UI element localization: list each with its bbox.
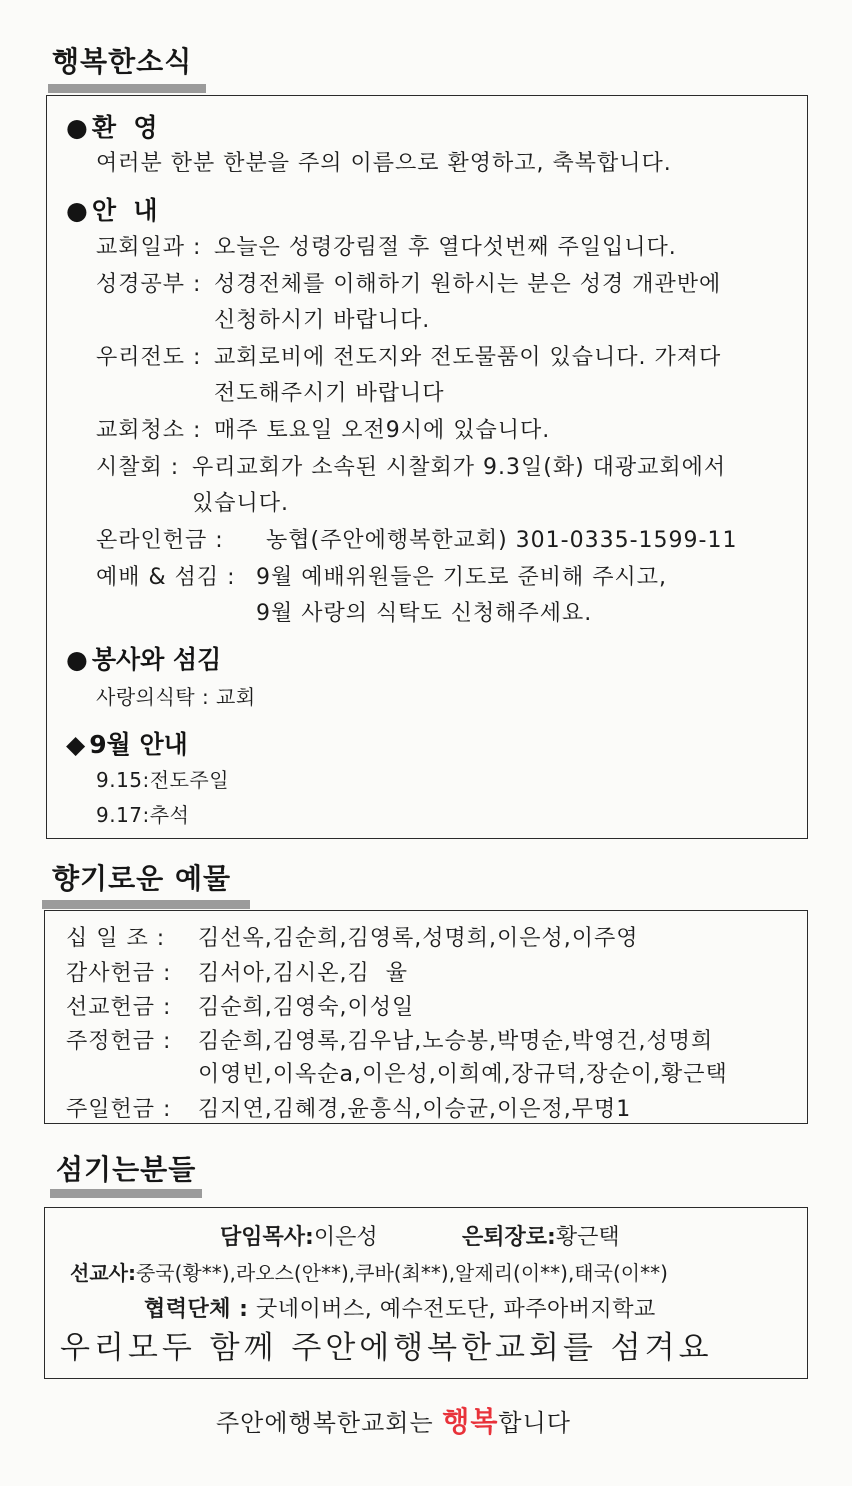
offering-label-thanks: 감사헌금 : [66, 961, 172, 986]
news-title-underline [48, 84, 206, 93]
notice-label-bible-study: 성경공부 : [96, 272, 202, 297]
notice-label-worship: 예배 & 섬김 : [96, 565, 236, 590]
servers-motto: 우리모두 함께 주안에행복한교회를 섬겨요 [60, 1330, 713, 1366]
news-section-title: 행복한소식 [52, 45, 193, 78]
september-item: 9.15:전도주일 [96, 768, 230, 792]
bullet-icon: ● [66, 645, 88, 674]
offering-names-sunday: 김지연,김혜경,윤흥식,이승균,이은정,무명1 [198, 1097, 632, 1122]
offering-names-mission: 김순희,김영숙,이성일 [198, 995, 415, 1020]
welcome-text: 여러분 한분 한분을 주의 이름으로 환영하고, 축복합니다. [96, 151, 672, 176]
service-heading: ● 봉사와 섬김 [66, 645, 222, 674]
offering-names-fixed-cont: 이영빈,이옥순a,이은성,이희예,장규덕,장순이,황근택 [198, 1062, 728, 1087]
notice-text-worship-cont: 9월 사랑의 식탁도 신청해주세요. [256, 601, 593, 626]
offering-label-tithe: 십 일 조 : [66, 926, 166, 951]
footer-highlight: 행복 [442, 1405, 499, 1438]
servers-elder-line: 은퇴장로:황근택 [462, 1225, 620, 1250]
offering-section-title: 향기로운 예물 [52, 862, 232, 895]
bullet-icon: ● [66, 113, 88, 142]
diamond-icon: ◆ [66, 730, 86, 759]
welcome-heading: ● 환 영 [66, 113, 158, 142]
servers-missionary-line: 선교사:중국(황**),라오스(안**),쿠바(최**),알제리(이**),태국(이**) [70, 1261, 668, 1285]
offering-label-mission: 선교헌금 : [66, 995, 172, 1020]
notice-label-online-offering: 온라인헌금 : [96, 528, 224, 553]
offering-title-underline [42, 900, 250, 909]
notice-text-presbytery-cont: 있습니다. [192, 491, 290, 516]
notice-heading: ● 안 내 [66, 196, 158, 225]
offering-label-fixed: 주정헌금 : [66, 1029, 172, 1054]
footer-slogan: 주안에행복한교회는 행복합니다 [216, 1405, 571, 1438]
servers-section-title: 섬기는분들 [56, 1153, 197, 1186]
notice-label-church-schedule: 교회일과 : [96, 235, 202, 260]
offering-names-thanks: 김서아,김시온,김 율 [198, 961, 408, 986]
offering-names-tithe: 김선옥,김순희,김영록,성명희,이은성,이주영 [198, 926, 639, 951]
servers-title-underline [50, 1189, 202, 1198]
notice-text-evangelism-cont: 전도해주시기 바랍니다 [214, 381, 445, 406]
notice-text-cleaning: 매주 토요일 오전9시에 있습니다. [214, 418, 551, 443]
service-text: 사랑의식탁 : 교회 [96, 685, 256, 709]
september-heading: ◆ 9월 안내 [66, 730, 188, 759]
notice-text-bible-study: 성경전체를 이해하기 원하시는 분은 성경 개관반에 [214, 272, 722, 297]
notice-label-presbytery: 시찰회 : [96, 455, 180, 480]
bullet-icon: ● [66, 196, 88, 225]
notice-text-worship: 9월 예배위원들은 기도로 준비해 주시고, [256, 565, 667, 590]
september-item: 9.17:추석 [96, 803, 190, 827]
offering-names-fixed: 김순희,김영록,김우남,노승봉,박명순,박영건,성명희 [198, 1029, 714, 1054]
notice-label-cleaning: 교회청소 : [96, 418, 202, 443]
notice-text-evangelism: 교회로비에 전도지와 전도물품이 있습니다. 가져다 [214, 345, 722, 370]
notice-label-evangelism: 우리전도 : [96, 345, 202, 370]
notice-text-presbytery: 우리교회가 소속된 시찰회가 9.3일(화) 대광교회에서 [192, 455, 727, 480]
notice-text-online-offering: 농협(주안에행복한교회) 301-0335-1599-11 [266, 528, 738, 553]
notice-text-church-schedule: 오늘은 성령강림절 후 열다섯번째 주일입니다. [214, 235, 677, 260]
notice-text-bible-study-cont: 신청하시기 바랍니다. [214, 308, 431, 333]
offering-label-sunday: 주일헌금 : [66, 1097, 172, 1122]
servers-partner-line: 협력단체 : 굿네이버스, 예수전도단, 파주아버지학교 [144, 1297, 656, 1322]
servers-pastor-line: 담임목사:이은성 [220, 1225, 378, 1250]
